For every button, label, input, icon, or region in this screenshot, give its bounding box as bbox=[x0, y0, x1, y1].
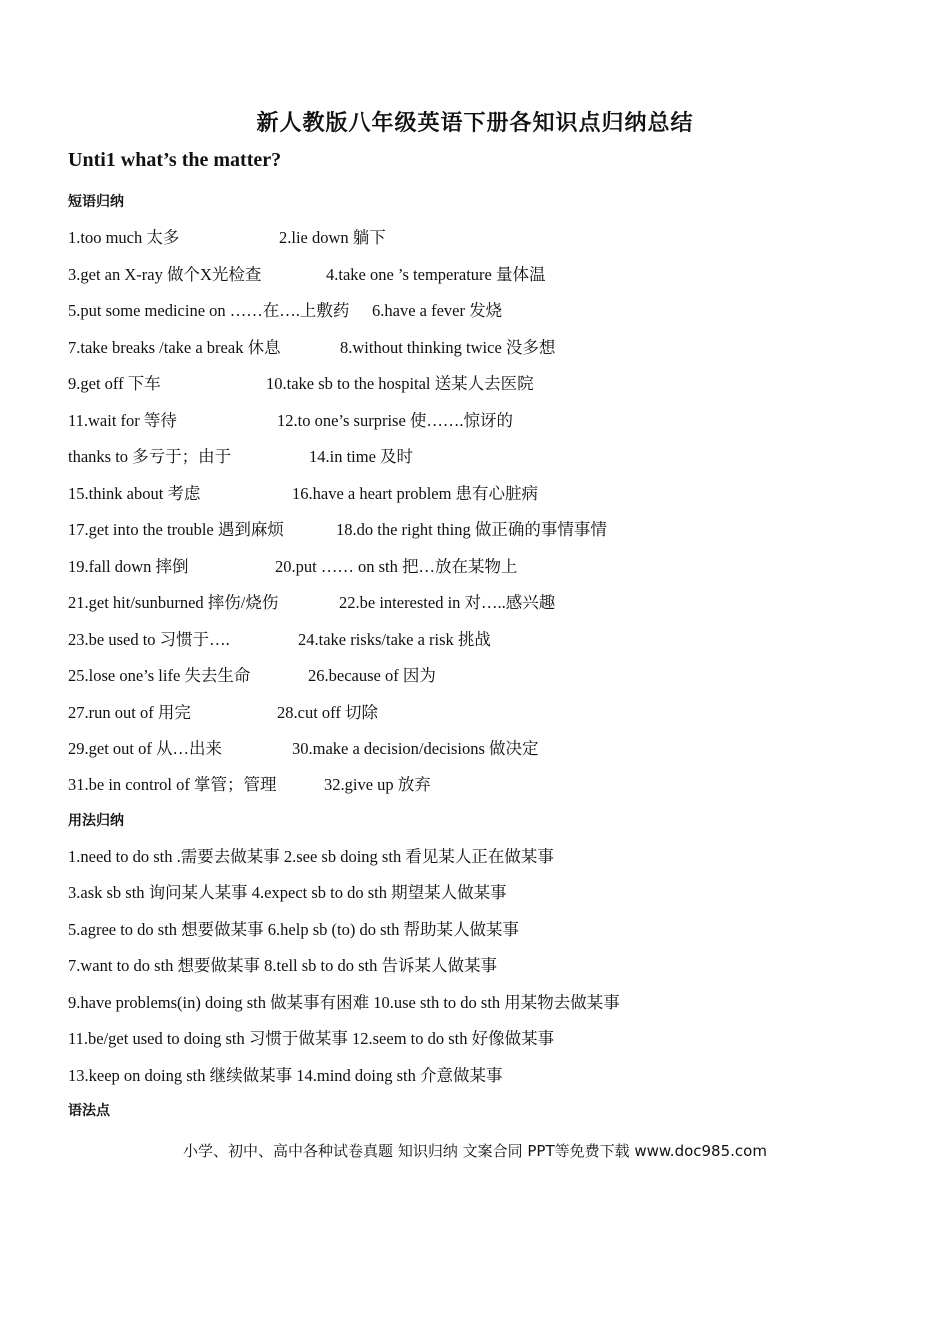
phrase-item: 16.have a heart problem 患有心脏病 bbox=[292, 484, 539, 503]
phrase-item: 22.be interested in 对…..感兴趣 bbox=[339, 593, 556, 612]
phrase-item: 27.run out of 用完 bbox=[68, 703, 191, 722]
phrase-item: 14.in time 及时 bbox=[309, 447, 414, 466]
phrase-item: 18.do the right thing 做正确的事情事情 bbox=[336, 520, 607, 539]
phrase-item: 19.fall down 摔倒 bbox=[68, 557, 189, 576]
phrase-item: 28.cut off 切除 bbox=[277, 703, 378, 722]
phrase-item: 17.get into the trouble 遇到麻烦 bbox=[68, 520, 284, 539]
phrase-item: 3.get an X-ray 做个X光检查 bbox=[68, 265, 262, 284]
document-title: 新人教版八年级英语下册各知识点归纳总结 bbox=[256, 110, 694, 136]
phrase-row bbox=[68, 589, 888, 613]
usage-row: 11.be/get used to doing sth 习惯于做某事 12.seem to do sth 好像做某事 bbox=[68, 1029, 555, 1048]
phrase-item: 20.put …… on sth 把…放在某物上 bbox=[275, 557, 518, 576]
phrase-item: thanks to 多亏于；由于 bbox=[68, 447, 232, 466]
phrase-item: 30.make a decision/decisions 做决定 bbox=[292, 739, 539, 758]
phrase-item: 9.get off 下车 bbox=[68, 374, 161, 393]
phrase-row bbox=[68, 480, 888, 504]
usage-row: 3.ask sb sth 询问某人某事 4.expect sb to do sth 期望某人做某事 bbox=[68, 883, 507, 902]
phrase-row bbox=[68, 261, 888, 285]
usage-row: 1.need to do sth .需要去做某事 2.see sb doing sth 看见某人正在做某事 bbox=[68, 847, 554, 866]
phrase-row bbox=[68, 626, 888, 650]
phrase-row bbox=[68, 735, 888, 759]
phrase-row bbox=[68, 662, 888, 686]
grammar-heading: 语法点 bbox=[68, 1103, 110, 1119]
phrase-item: 21.get hit/sunburned 摔伤/烧伤 bbox=[68, 593, 279, 612]
phrase-item: 10.take sb to the hospital 送某人去医院 bbox=[266, 374, 534, 393]
phrase-item: 15.think about 考虑 bbox=[68, 484, 201, 503]
usage-row: 7.want to do sth 想要做某事 8.tell sb to do sth 告诉某人做某事 bbox=[68, 956, 497, 975]
phrase-row bbox=[68, 334, 888, 358]
phrase-row bbox=[68, 516, 888, 540]
phrase-item: 2.lie down 躺下 bbox=[279, 228, 386, 247]
phrase-item: 31.be in control of 掌管；管理 bbox=[68, 775, 277, 794]
usage-row: 13.keep on doing sth 继续做某事 14.mind doing sth 介意做某事 bbox=[68, 1066, 503, 1085]
footer-text: 小学、初中、高中各种试卷真题 知识归纳 文案合同 PPT等免费下载 www.doc985.com bbox=[183, 1142, 767, 1160]
phrase-row bbox=[68, 407, 888, 431]
phrase-item: 6.have a fever 发烧 bbox=[372, 301, 503, 320]
phrase-item: 25.lose one’s life 失去生命 bbox=[68, 666, 251, 685]
phrase-item: 1.too much 太多 bbox=[68, 228, 180, 247]
phrase-item: 12.to one’s surprise 使…….惊讶的 bbox=[277, 411, 514, 430]
phrase-item: 7.take breaks /take a break 休息 bbox=[68, 338, 281, 357]
phrase-row bbox=[68, 553, 888, 577]
phrase-row bbox=[68, 224, 888, 248]
phrase-item: 24.take risks/take a risk 挑战 bbox=[298, 630, 491, 649]
phrase-row bbox=[68, 297, 888, 321]
phrase-item: 4.take one ’s temperature 量体温 bbox=[326, 265, 546, 284]
phrase-row bbox=[68, 370, 888, 394]
phrase-item: 23.be used to 习惯于…. bbox=[68, 630, 230, 649]
phrase-item: 8.without thinking twice 没多想 bbox=[340, 338, 556, 357]
usage-row: 5.agree to do sth 想要做某事 6.help sb (to) do sth 帮助某人做某事 bbox=[68, 920, 519, 939]
unit-title: Unti1 what’s the matter? bbox=[68, 149, 282, 171]
phrases-heading: 短语归纳 bbox=[68, 194, 124, 210]
phrase-item: 32.give up 放弃 bbox=[324, 775, 431, 794]
usage-row: 9.have problems(in) doing sth 做某事有困难 10.use sth to do sth 用某物去做某事 bbox=[68, 993, 620, 1012]
phrase-row bbox=[68, 771, 888, 795]
phrase-item: 11.wait for 等待 bbox=[68, 411, 177, 430]
phrase-item: 26.because of 因为 bbox=[308, 666, 436, 685]
phrase-item: 29.get out of 从…出来 bbox=[68, 739, 222, 758]
phrase-row bbox=[68, 699, 888, 723]
phrase-item: 5.put some medicine on ……在….上敷药 bbox=[68, 301, 350, 320]
usage-heading: 用法归纳 bbox=[68, 813, 124, 829]
phrase-row bbox=[68, 443, 888, 467]
